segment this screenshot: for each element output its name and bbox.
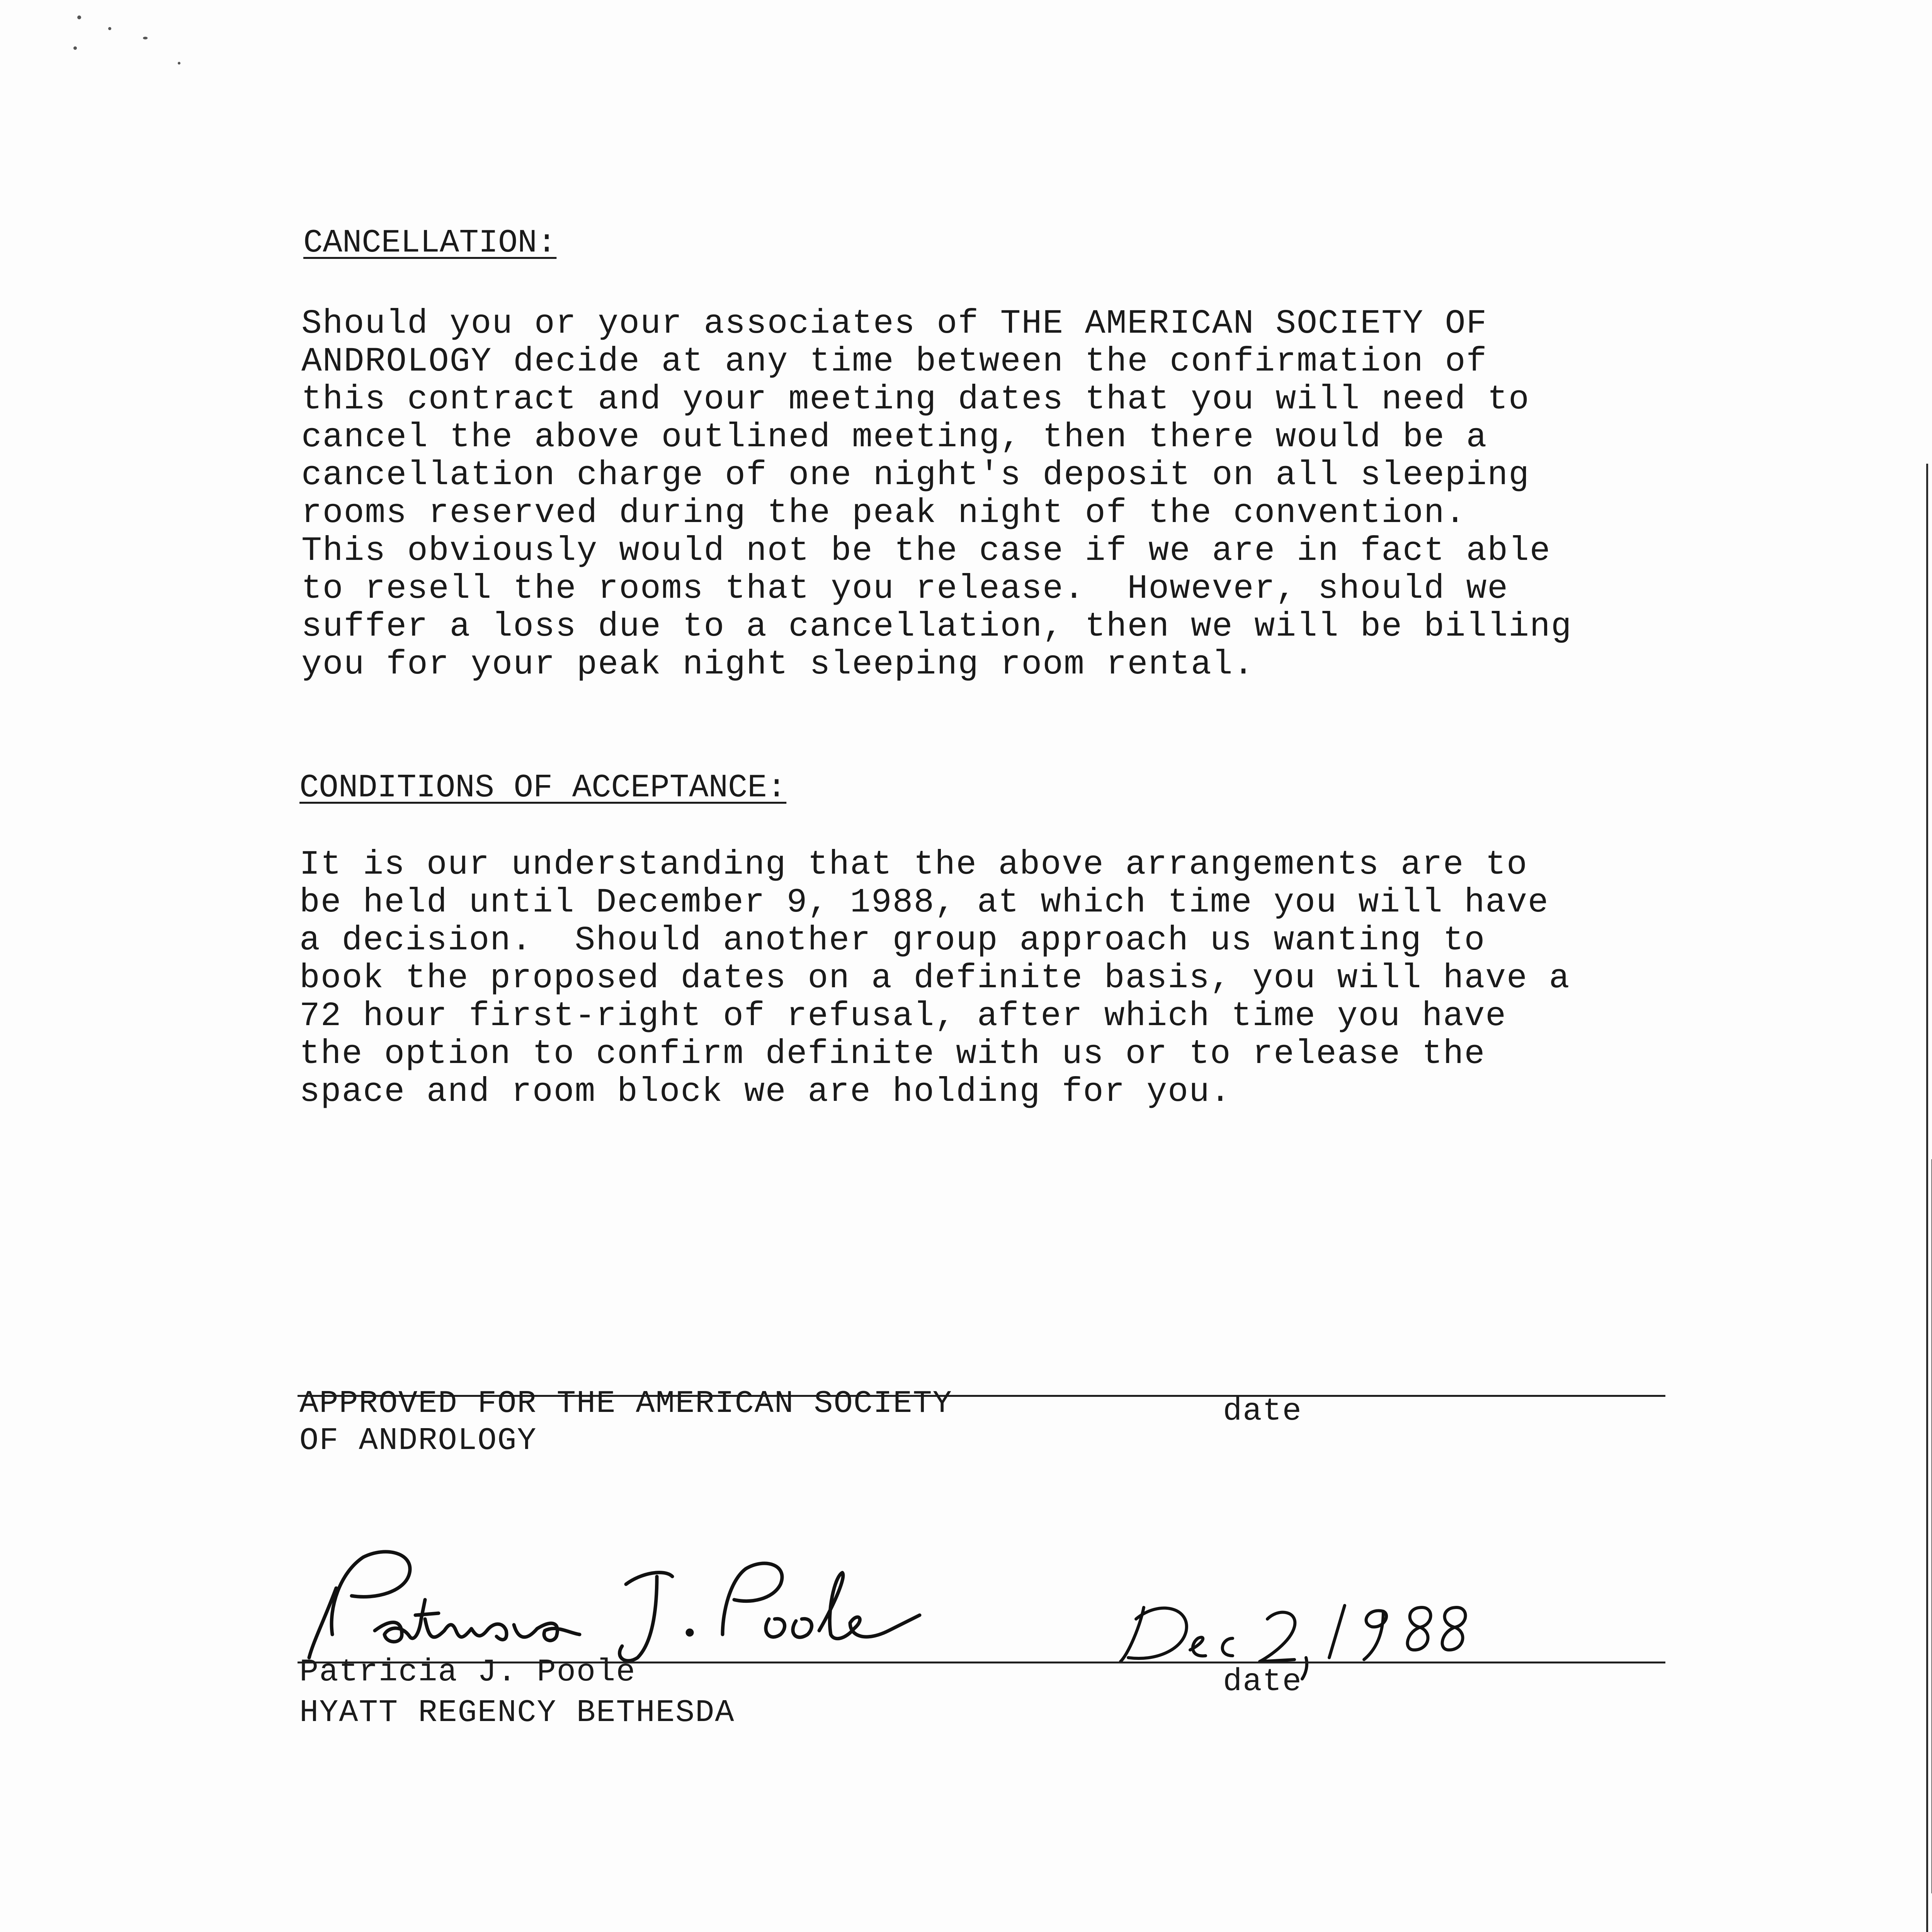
scan-speck	[143, 37, 148, 39]
cancellation-paragraph: Should you or your associates of THE AMERICAN SOCIETY OF ANDROLOGY decide at any time between the confirmation of this contract and your meeting dates that you will need to cancel the above outlined meeting, then there would be a cancellation charge of one night's deposit on all sleeping rooms reserved during the peak night of the convention. This obviously would not be the case if we are in fact able to resell the rooms that you release. However, should we suffer a loss due to a cancellation, then we will be billing you for your peak night sleeping room rental.	[301, 305, 1572, 684]
scan-edge-line	[1926, 464, 1928, 1932]
signer-name: Patricia J. Poole	[299, 1654, 636, 1690]
scan-speck	[178, 62, 180, 65]
approval-date-label: date	[1223, 1393, 1302, 1429]
handwritten-signature	[286, 1542, 943, 1669]
conditions-paragraph: It is our understanding that the above arrangements are to be held until December 9, 1988, at which time you will have a decision. Should another group approach us wanting to book the proposed dates on a definite basis, you will have a 72 hour first-right of refusal, after which time you have the option to confirm definite with us or to release the space and room block we are holding for you.	[299, 846, 1570, 1111]
approval-label: APPROVED FOR THE AMERICAN SOCIETY OF ANDROLOGY	[299, 1386, 952, 1459]
cancellation-heading: CANCELLATION:	[303, 225, 557, 262]
handwritten-date	[1113, 1584, 1538, 1685]
scan-speck	[108, 27, 111, 30]
hotel-date-label: date	[1223, 1664, 1302, 1700]
scan-speck	[77, 15, 81, 19]
scan-speck	[73, 46, 77, 50]
hotel-name: HYATT REGENCY BETHESDA	[299, 1695, 735, 1731]
conditions-heading: CONDITIONS OF ACCEPTANCE:	[299, 770, 787, 806]
